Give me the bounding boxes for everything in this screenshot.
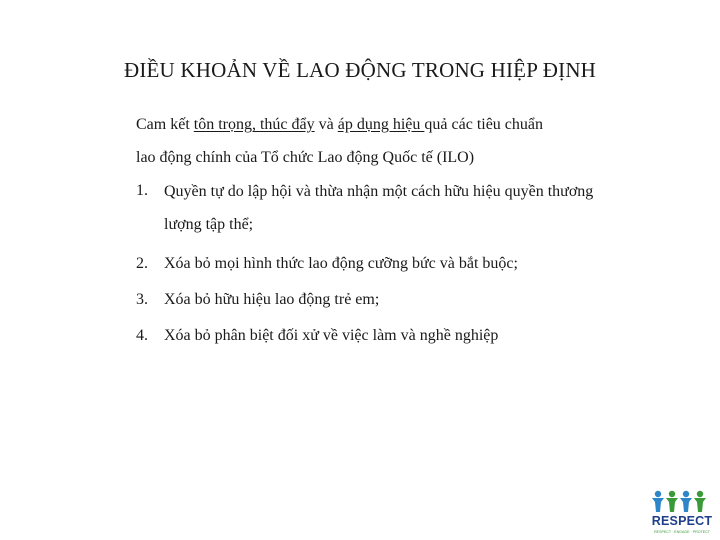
respect-logo xyxy=(646,488,718,538)
intro-text: Cam kết xyxy=(136,116,194,133)
people-figures-icon xyxy=(646,488,718,516)
intro-underlined-apply: áp dụng hiệu xyxy=(337,116,425,133)
list-item-text: Quyền tự do lập hội và thừa nhận một cách hữu hiệu quyền thương lượng tập thể; xyxy=(164,183,594,233)
list-item-text: Xóa bỏ hữu hiệu lao động trẻ em; xyxy=(164,291,380,308)
logo-tagline: RESPECT · ENGAGE · PROTECT xyxy=(654,530,710,534)
content-body xyxy=(136,112,656,359)
intro-text: quả các tiêu chuẩn xyxy=(424,116,544,133)
intro-underlined-respect: tôn trọng, thúc đẩy xyxy=(193,116,315,133)
list-number: 2. xyxy=(136,255,148,272)
list-item xyxy=(136,287,656,313)
list-item xyxy=(136,251,656,277)
page-title: ĐIỀU KHOẢN VỀ LAO ĐỘNG TRONG HIỆP ĐỊNH xyxy=(123,58,597,82)
list-item-text: Xóa bỏ phân biệt đối xử về việc làm và nghề nghiệp xyxy=(164,327,499,344)
list-item-text: Xóa bỏ mọi hình thức lao động cưỡng bức và bắt buộc; xyxy=(164,255,518,272)
numbered-list xyxy=(136,178,656,349)
logo-wordmark: RESPECT xyxy=(651,514,713,528)
list-number: 1. xyxy=(136,182,148,199)
intro-line-1 xyxy=(136,112,656,145)
list-number: 3. xyxy=(136,291,148,308)
list-item xyxy=(136,323,656,349)
list-number: 4. xyxy=(136,327,148,344)
intro-text: và xyxy=(314,116,338,133)
intro-line-2: lao động chính của Tổ chức Lao động Quốc tế (ILO) xyxy=(136,149,475,166)
list-item xyxy=(136,178,656,241)
